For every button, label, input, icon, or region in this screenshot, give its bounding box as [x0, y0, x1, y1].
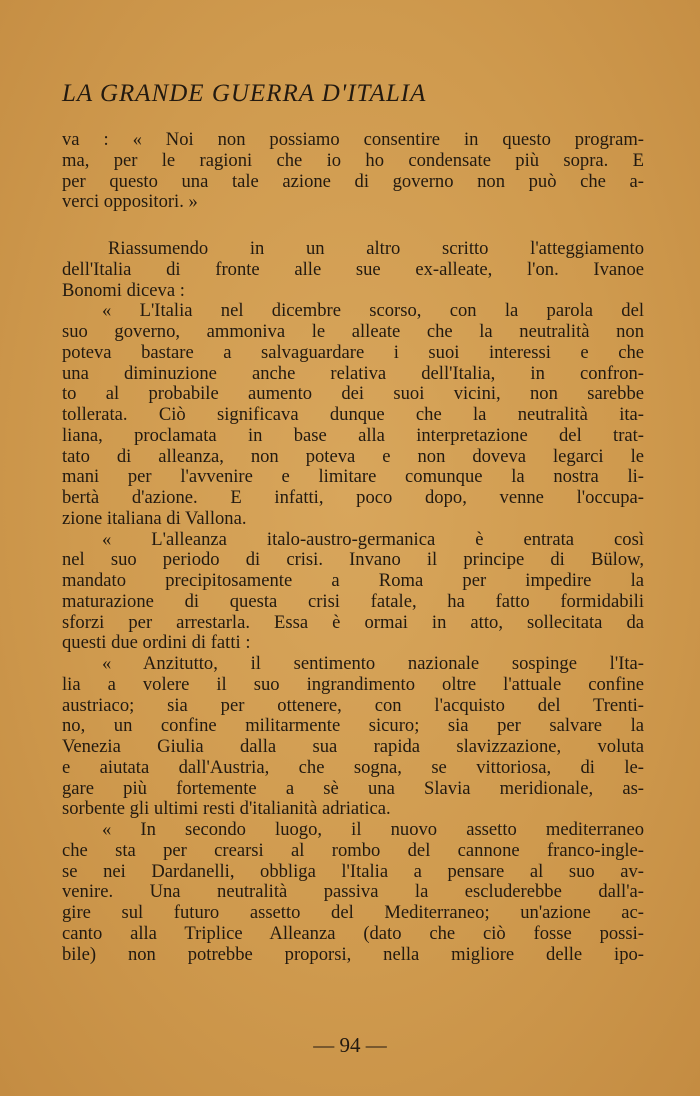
- text-line: no, un confine militarmente sicuro; sia per salvare la: [62, 716, 644, 737]
- text-line: una diminuzione anche relativa dell'Italia, in confron-: [62, 363, 644, 384]
- text-line: « L'alleanza italo-austro-germanica è entrata così: [102, 529, 644, 550]
- text-line: Venezia Giulia dalla sua rapida slavizzazione, voluta: [62, 737, 644, 757]
- text-line: to al probabile aumento dei suoi vicini, non sarebbe: [62, 384, 644, 405]
- paragraph: [62, 301, 644, 529]
- body-text: [62, 130, 644, 965]
- text-line: « Anzitutto, il sentimento nazionale sospinge l'Ita-: [102, 654, 644, 674]
- text-line: tollerata. Ciò significava dunque che la neutralità ita-: [62, 405, 644, 425]
- text-line: bertà d'azione. E infatti, poco dopo, venne l'occupa-: [62, 488, 644, 508]
- text-line: venire. Una neutralità passiva la escluderebbe dall'a-: [62, 882, 644, 903]
- text-line: verci oppositori. »: [62, 192, 198, 213]
- text-line: poteva bastare a salvaguardare i suoi interessi e che: [62, 342, 644, 363]
- text-line: bile) non potrebbe proporsi, nella migliore delle ipo-: [62, 944, 644, 965]
- text-line: Riassumendo in un altro scritto l'atteggiamento: [108, 239, 644, 259]
- text-line: canto alla Triplice Alleanza (dato che ciò fosse possi-: [62, 923, 644, 944]
- paragraph-gap: [62, 213, 644, 239]
- text-line: « L'Italia nel dicembre scorso, con la parola del: [102, 301, 644, 322]
- text-line: sorbente gli ultimi resti d'italianità adriatica.: [62, 799, 391, 820]
- text-line: e aiutata dall'Austria, che sogna, se vittoriosa, di le-: [62, 757, 644, 778]
- text-line: se nei Dardanelli, obbliga l'Italia a pensare al suo av-: [62, 861, 644, 882]
- text-line: dell'Italia di fronte alle sue ex-alleate, l'on. Ivanoe: [62, 259, 644, 280]
- text-line: sforzi per arrestarla. Essa è ormai in atto, sollecitata da: [62, 612, 644, 633]
- text-line: va : « Noi non possiamo consentire in questo program-: [62, 130, 644, 150]
- text-line: tato di alleanza, non poteva e non doveva legarci le: [62, 446, 644, 467]
- text-line: che sta per crearsi al rombo del cannone franco-ingle-: [62, 840, 644, 861]
- text-line: lia a volere il suo ingrandimento oltre l'attuale confine: [62, 674, 644, 695]
- running-head: LA GRANDE GUERRA D'ITALIA: [62, 80, 427, 107]
- text-line: austriaco; sia per ottenere, con l'acquisto del Trenti-: [62, 695, 644, 716]
- text-line: mandato precipitosamente a Roma per impedire la: [62, 571, 644, 591]
- paragraph: [62, 820, 644, 965]
- text-line: questi due ordini di fatti :: [62, 633, 251, 654]
- text-line: per questo una tale azione di governo non può che a-: [62, 171, 644, 192]
- page-number: — 94 —: [313, 1033, 387, 1057]
- paragraph: [62, 530, 644, 655]
- text-line: « In secondo luogo, il nuovo assetto mediterraneo: [102, 820, 644, 840]
- text-line: zione italiana di Vallona.: [62, 508, 247, 529]
- text-line: liana, proclamata in base alla interpretazione del trat-: [62, 425, 644, 446]
- text-line: gare più fortemente a sè una Slavia meridionale, as-: [62, 778, 644, 799]
- paragraph: [62, 654, 644, 820]
- text-line: gire sul futuro assetto del Mediterraneo; un'azione ac-: [62, 903, 644, 923]
- paragraph: [62, 239, 644, 301]
- text-line: maturazione di questa crisi fatale, ha fatto formidabili: [62, 591, 644, 612]
- paragraph: [62, 130, 644, 213]
- text-line: nel suo periodo di crisi. Invano il principe di Bülow,: [62, 550, 644, 571]
- text-line: ma, per le ragioni che io ho condensate più sopra. E: [62, 150, 644, 171]
- text-line: mani per l'avvenire e limitare comunque la nostra li-: [62, 467, 644, 488]
- text-line: Bonomi diceva :: [62, 280, 185, 301]
- text-line: suo governo, ammoniva le alleate che la neutralità non: [62, 322, 644, 342]
